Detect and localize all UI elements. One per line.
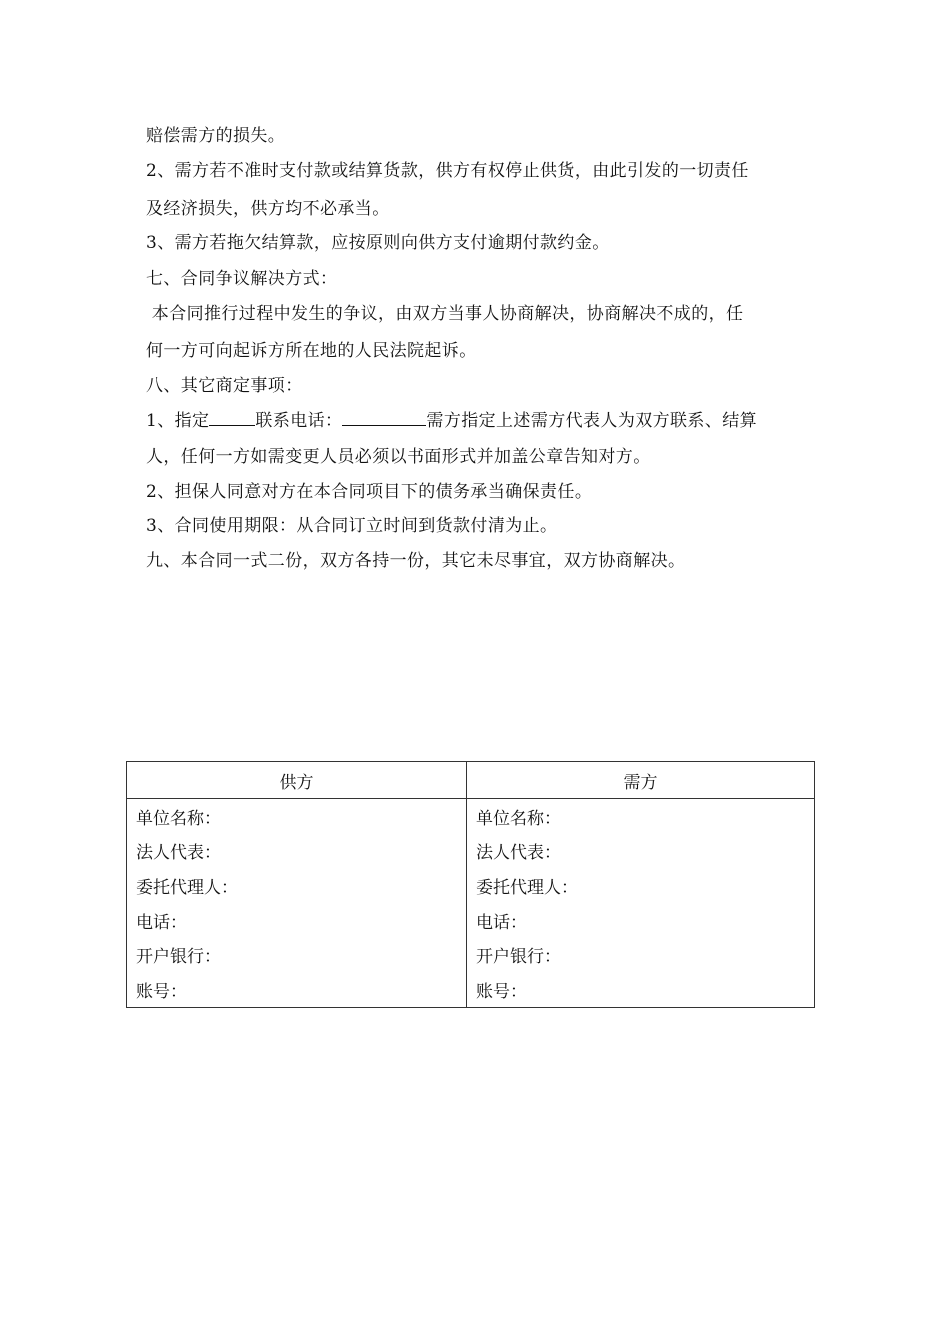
paragraph-line: 2、需方若不准时支付款或结算货款，供方有权停止供货，由此引发的一切责任 (146, 161, 749, 181)
paragraph-line: 九、本合同一式二份，双方各持一份，其它未尽事宜，双方协商解决。 (146, 551, 686, 571)
paragraph-line: 本合同推行过程中发生的争议，由双方当事人协商解决，协商解决不成的，任 (146, 304, 744, 324)
table-header-row (127, 762, 815, 799)
section-heading: 八、其它商定事项： (146, 376, 303, 396)
signature-table (126, 761, 815, 1008)
supplier-header: 供方 (127, 762, 467, 799)
buyer-unit-name: 单位名称： (467, 799, 815, 834)
table-row (127, 903, 815, 938)
paragraph-line (146, 409, 757, 432)
paragraph-line: 2、担保人同意对方在本合同项目下的债务承当确保责任。 (146, 482, 593, 502)
supplier-legal-rep: 法人代表： (127, 834, 467, 869)
buyer-phone: 电话： (467, 903, 815, 938)
table-row (127, 834, 815, 869)
designate-label: 1、指定 (146, 411, 210, 431)
supplier-agent: 委托代理人： (127, 868, 467, 903)
table-row (127, 799, 815, 834)
phone-label: 联系电话： (255, 411, 343, 431)
table-row (127, 972, 815, 1007)
supplier-unit-name: 单位名称： (127, 799, 467, 834)
supplier-phone: 电话： (127, 903, 467, 938)
paragraph-text: 需方指定上述需方代表人为双方联系、结算 (426, 411, 758, 431)
section-heading: 七、合同争议解决方式： (146, 269, 338, 289)
supplier-bank: 开户银行： (127, 937, 467, 972)
paragraph-line: 3、合同使用期限：从合同订立时间到货款付清为止。 (146, 516, 558, 536)
phone-blank (342, 409, 426, 426)
paragraph-line: 赔偿需方的损失。 (146, 126, 286, 146)
buyer-header: 需方 (467, 762, 815, 799)
paragraph-line: 人，任何一方如需变更人员必须以书面形式并加盖公章告知对方。 (146, 447, 651, 467)
paragraph-line: 及经济损失，供方均不必承当。 (146, 199, 390, 219)
buyer-account: 账号： (467, 972, 815, 1007)
supplier-account: 账号： (127, 972, 467, 1007)
buyer-agent: 委托代理人： (467, 868, 815, 903)
paragraph-line: 3、需方若拖欠结算款，应按原则向供方支付逾期付款约金。 (146, 233, 610, 253)
contact-person-blank (209, 409, 255, 426)
buyer-bank: 开户银行： (467, 937, 815, 972)
table-row (127, 868, 815, 903)
buyer-legal-rep: 法人代表： (467, 834, 815, 869)
paragraph-line: 何一方可向起诉方所在地的人民法院起诉。 (146, 341, 477, 361)
table-row (127, 937, 815, 972)
